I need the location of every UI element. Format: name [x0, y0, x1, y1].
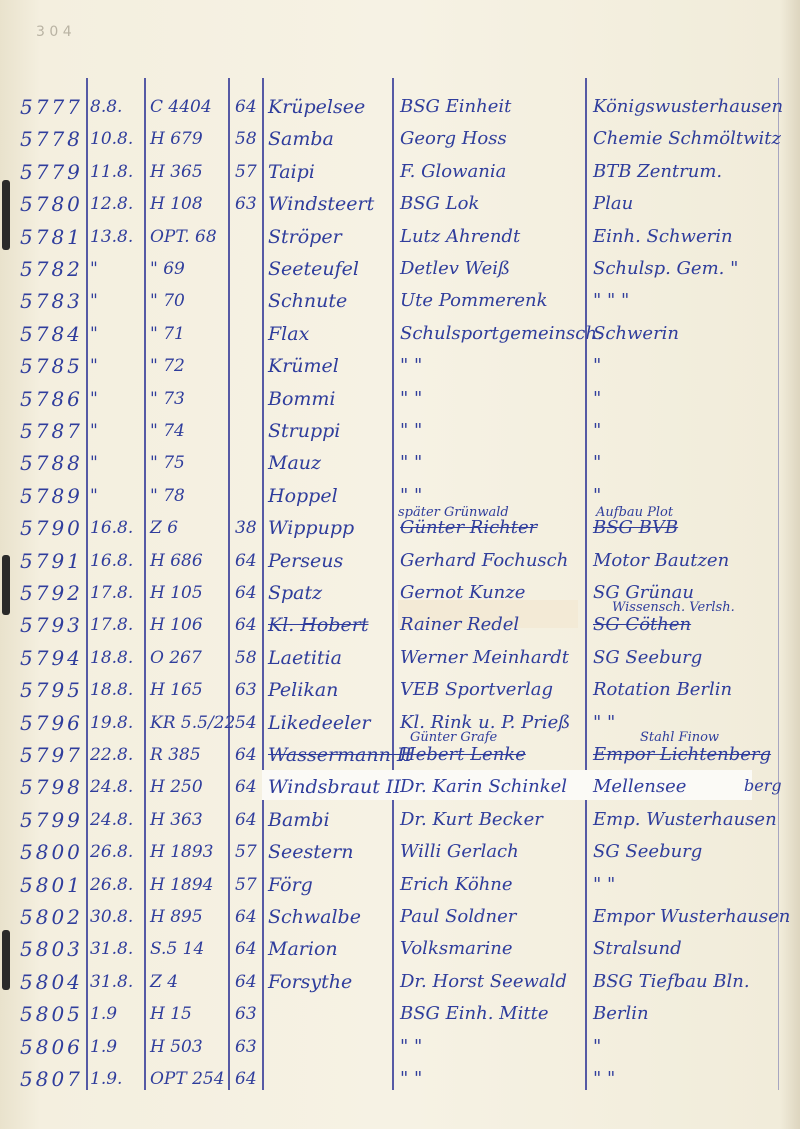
sail-number: H 679 — [150, 129, 203, 150]
sail-number: Z 4 — [150, 971, 179, 992]
boat-name: Krüpelsee — [268, 96, 366, 118]
entry-date: " — [90, 421, 98, 441]
entry-date: " — [90, 388, 98, 409]
entry-date: 16.8. — [90, 518, 134, 539]
sail-number: C 4404 — [150, 97, 212, 117]
sail-number: H 686 — [150, 550, 203, 571]
entry-number: 5805 — [20, 1002, 83, 1027]
boat-name: Likedeeler — [268, 711, 371, 734]
entry-date: 13.8. — [90, 226, 134, 247]
sail-number: H 1894 — [150, 874, 214, 895]
table-row — [0, 770, 800, 802]
sail-number: H 105 — [150, 583, 203, 603]
owner-name: " " — [400, 420, 423, 441]
entry-date: " — [90, 323, 98, 344]
club-name: Berlin — [593, 1003, 649, 1025]
boat-size: 58 — [235, 647, 257, 668]
table-row — [0, 187, 800, 219]
club-name: SG Grünau — [593, 582, 694, 603]
annotation: berg — [744, 776, 782, 795]
owner-name: Schulsportgemeinsch. — [400, 322, 603, 344]
boat-name: Seeteufel — [268, 258, 359, 280]
sail-number: H 363 — [150, 809, 203, 830]
entry-number: 5781 — [20, 224, 83, 249]
owner-name: Werner Meinhardt — [400, 646, 569, 668]
entry-date: 1.9 — [90, 1004, 118, 1025]
club-name: Einh. Schwerin — [593, 225, 733, 247]
club-name: Mellensee — [593, 776, 687, 798]
table-row — [0, 252, 800, 284]
boat-size: 57 — [235, 874, 257, 895]
entry-date: 19.8. — [90, 712, 134, 733]
club-name: Schwerin — [593, 322, 680, 344]
entry-number: 5789 — [20, 483, 83, 508]
entry-date: 24.8. — [90, 809, 134, 830]
club-name: " " — [593, 1068, 616, 1089]
sail-number: " 78 — [150, 485, 185, 506]
boat-size: 64 — [235, 550, 257, 571]
boat-name: Schwalbe — [268, 906, 361, 928]
owner-name: Lutz Ahrendt — [400, 225, 521, 247]
owner-name: Gerhard Fochusch — [400, 549, 569, 571]
club-name: SG Cöthen — [593, 614, 692, 636]
entry-date: " — [90, 259, 98, 279]
annotation: später Grünwald — [398, 505, 509, 520]
boat-size: 64 — [235, 97, 257, 117]
entry-number: 5797 — [20, 743, 83, 767]
annotation: Stahl Finow — [640, 730, 720, 745]
entry-date: 11.8. — [90, 161, 134, 182]
boat-size: 54 — [235, 712, 257, 733]
boat-name: Hoppel — [268, 484, 338, 507]
sail-number: " 75 — [150, 453, 185, 474]
sail-number: H 895 — [150, 907, 203, 927]
entry-number: 5800 — [20, 840, 83, 865]
boat-name: Windsteert — [268, 193, 375, 216]
sail-number: S.5 14 — [150, 939, 205, 960]
boat-name: Flax — [268, 322, 310, 345]
boat-name: Seestern — [268, 841, 354, 864]
sail-number: H 106 — [150, 615, 203, 636]
owner-name: VEB Sportverlag — [400, 679, 554, 701]
entry-number: 5783 — [20, 289, 83, 314]
sail-number: " 71 — [150, 323, 185, 344]
entry-number: 5796 — [20, 710, 83, 735]
entry-date: " — [90, 453, 98, 474]
boat-name: Bambi — [268, 808, 330, 831]
sail-number: O 267 — [150, 647, 202, 668]
boat-name: Kl. Hobert — [268, 614, 369, 637]
entry-date: 17.8. — [90, 615, 134, 636]
sail-number: " 72 — [150, 356, 185, 377]
entry-date: 26.8. — [90, 874, 134, 895]
table-row — [0, 317, 800, 349]
table-row — [0, 932, 800, 964]
boat-name: Laetitia — [268, 646, 342, 669]
boat-size: 63 — [235, 194, 257, 215]
owner-name: " " — [400, 1035, 423, 1057]
boat-size: 63 — [235, 1004, 257, 1025]
club-name: " " — [593, 873, 616, 895]
entry-date: 8.8. — [90, 97, 123, 117]
entry-number: 5793 — [20, 613, 83, 638]
boat-size: 38 — [235, 518, 257, 539]
owner-name: Dr. Horst Seewald — [400, 970, 567, 992]
boat-size: 64 — [235, 615, 257, 636]
entry-date: 31.8. — [90, 971, 134, 992]
club-name: Empor Lichtenberg — [593, 744, 772, 765]
entry-number: 5785 — [20, 354, 83, 379]
annotation: Günter Grafe — [410, 730, 498, 745]
boat-size: 64 — [235, 1069, 257, 1089]
club-name: " — [593, 355, 602, 377]
owner-name: BSG Lok — [400, 193, 480, 215]
entry-number: 5777 — [20, 95, 83, 119]
club-name: " — [593, 387, 602, 409]
table-row — [0, 835, 800, 867]
owner-name: Rainer Redel — [400, 614, 520, 636]
table-row — [0, 220, 800, 252]
sail-number: H 365 — [150, 161, 203, 182]
table-row — [0, 1030, 800, 1062]
entry-date: 10.8. — [90, 129, 134, 150]
boat-name: Bommi — [268, 387, 336, 410]
club-name: BTB Zentrum. — [593, 160, 723, 182]
club-name: BSG Tiefbau Bln. — [593, 970, 750, 992]
entry-date: " — [90, 291, 98, 312]
club-name: Königswusterhausen — [593, 96, 784, 117]
entry-date: 31.8. — [90, 939, 134, 960]
sail-number: H 15 — [150, 1004, 192, 1025]
sail-number: " 73 — [150, 388, 185, 409]
club-name: Stralsund — [593, 938, 682, 960]
entry-number: 5790 — [20, 516, 83, 541]
boat-size: 63 — [235, 680, 257, 701]
boat-name: Taipi — [268, 160, 315, 183]
page-marker: 3 0 4 — [36, 24, 72, 40]
owner-name: Detlev Weiß — [400, 258, 511, 279]
entry-number: 5803 — [20, 937, 83, 962]
boat-name: Ströper — [268, 225, 342, 248]
entry-number: 5801 — [20, 872, 83, 897]
entry-number: 5792 — [20, 581, 83, 605]
boat-size: 64 — [235, 907, 257, 927]
owner-name: " " — [400, 355, 423, 377]
club-name: " — [593, 420, 602, 441]
club-name: Chemie Schmöltwitz — [593, 128, 781, 150]
owner-name: Hebert Lenke — [400, 744, 526, 765]
entry-number: 5788 — [20, 451, 83, 476]
entry-number: 5799 — [20, 807, 83, 832]
owner-name: BSG Einh. Mitte — [400, 1003, 549, 1025]
sail-number: H 503 — [150, 1036, 203, 1057]
entry-date: 30.8. — [90, 907, 134, 927]
boat-name: Windsbraut II — [268, 776, 401, 799]
owner-name: Dr. Karin Schinkel — [400, 776, 568, 798]
sail-number: Z 6 — [150, 518, 179, 539]
entry-number: 5786 — [20, 386, 83, 411]
sail-number: OPT. 68 — [150, 226, 217, 247]
boat-name: Wassermann II — [268, 744, 412, 766]
table-row — [0, 446, 800, 478]
sail-number: " 69 — [150, 259, 185, 279]
club-name: SG Seeburg — [593, 646, 703, 668]
club-name: " — [593, 1035, 602, 1057]
club-name: Schulsp. Gem. " — [593, 258, 739, 279]
table-row — [0, 349, 800, 381]
table-row — [0, 382, 800, 414]
boat-size: 64 — [235, 809, 257, 830]
boat-size: 64 — [235, 777, 257, 798]
boat-name: Pelikan — [268, 679, 339, 702]
sail-number: KR 5.5/22 — [150, 712, 236, 733]
boat-name: Wippupp — [268, 517, 355, 540]
owner-name: F. Glowania — [400, 160, 507, 182]
club-name: " — [593, 452, 602, 474]
entry-date: 1.9 — [90, 1036, 118, 1057]
club-name: " — [593, 484, 602, 506]
club-name: Motor Bautzen — [593, 549, 730, 571]
entry-date: 26.8. — [90, 842, 134, 863]
boat-name: Krümel — [268, 355, 339, 378]
club-name: Rotation Berlin — [593, 679, 733, 701]
annotation: Wissensch. Verlsh. — [612, 600, 735, 615]
sail-number: H 1893 — [150, 842, 214, 863]
entry-date: 17.8. — [90, 583, 134, 603]
entry-date: " — [90, 356, 98, 377]
table-row — [0, 641, 800, 673]
entry-date: 18.8. — [90, 647, 134, 668]
sail-number: R 385 — [150, 745, 201, 765]
table-row — [0, 544, 800, 576]
entry-date: 18.8. — [90, 680, 134, 701]
sail-number: " 70 — [150, 291, 185, 312]
club-name: Empor Wusterhausen — [593, 906, 791, 927]
entry-date: " — [90, 485, 98, 506]
boat-size: 64 — [235, 745, 257, 765]
entry-number: 5791 — [20, 548, 83, 573]
entry-number: 5780 — [20, 192, 83, 217]
table-row — [0, 155, 800, 187]
club-name: BSG BVB — [593, 517, 679, 539]
table-row — [0, 90, 800, 122]
entry-number: 5795 — [20, 678, 83, 703]
entry-date: 24.8. — [90, 777, 134, 798]
entry-number: 5802 — [20, 905, 83, 929]
boat-name: Forsythe — [268, 970, 353, 993]
entry-date: 22.8. — [90, 745, 134, 765]
table-row — [0, 414, 800, 446]
table-row — [0, 803, 800, 835]
sail-number: H 165 — [150, 680, 203, 701]
table-row — [0, 868, 800, 900]
owner-name: Kl. Rink u. P. Prieß — [400, 711, 571, 733]
boat-name: Perseus — [268, 549, 344, 572]
boat-size: 64 — [235, 939, 257, 960]
boat-size: 64 — [235, 583, 257, 603]
boat-size: 57 — [235, 161, 257, 182]
entry-number: 5784 — [20, 321, 83, 346]
boat-name: Förg — [268, 873, 313, 896]
boat-size: 58 — [235, 129, 257, 150]
owner-name: Ute Pommerenk — [400, 290, 548, 312]
entry-number: 5798 — [20, 775, 83, 800]
club-name: Emp. Wusterhausen — [593, 808, 777, 830]
table-row — [0, 284, 800, 316]
boat-name: Struppi — [268, 420, 341, 442]
table-row — [0, 900, 800, 932]
boat-size: 63 — [235, 1036, 257, 1057]
sail-number: H 108 — [150, 194, 203, 215]
boat-size: 64 — [235, 971, 257, 992]
table-row — [0, 673, 800, 705]
club-name: SG Seeburg — [593, 841, 703, 863]
club-name: " " " — [593, 290, 630, 312]
table-row — [0, 965, 800, 997]
owner-name: Paul Soldner — [400, 906, 517, 927]
entry-number: 5787 — [20, 419, 83, 443]
owner-name: " " — [400, 387, 423, 409]
entry-number: 5782 — [20, 257, 83, 281]
boat-name: Spatz — [268, 582, 323, 604]
boat-size: 57 — [235, 842, 257, 863]
table-row — [0, 1062, 800, 1094]
entry-number: 5807 — [20, 1067, 83, 1091]
entry-date: 1.9. — [90, 1069, 123, 1089]
owner-name: Erich Köhne — [400, 873, 513, 895]
entry-number: 5804 — [20, 969, 83, 994]
sail-number: H 250 — [150, 777, 203, 798]
owner-name: BSG Einheit — [400, 96, 512, 117]
owner-name: Georg Hoss — [400, 128, 507, 150]
club-name: Plau — [593, 193, 634, 215]
entry-number: 5778 — [20, 127, 83, 152]
table-row — [0, 997, 800, 1029]
sail-number: OPT 254 — [150, 1069, 225, 1089]
owner-name: " " — [400, 484, 423, 506]
boat-name: Mauz — [268, 452, 322, 475]
entry-date: 12.8. — [90, 194, 134, 215]
sail-number: " 74 — [150, 421, 185, 441]
entry-number: 5779 — [20, 159, 83, 184]
club-name: " " — [593, 711, 616, 733]
owner-name: Willi Gerlach — [400, 841, 519, 863]
boat-name: Marion — [268, 938, 338, 961]
owner-name: " " — [400, 452, 423, 474]
boat-name: Samba — [268, 128, 334, 151]
boat-name: Schnute — [268, 290, 348, 313]
entry-date: 16.8. — [90, 550, 134, 571]
entry-number: 5806 — [20, 1034, 83, 1059]
owner-name: Volksmarine — [400, 938, 513, 960]
owner-name: Günter Richter — [400, 517, 538, 539]
owner-name: Gernot Kunze — [400, 582, 526, 603]
owner-name: " " — [400, 1068, 423, 1089]
annotation: Aufbau Plot — [596, 505, 674, 520]
table-row — [0, 122, 800, 154]
owner-name: Dr. Kurt Becker — [400, 808, 543, 830]
entry-number: 5794 — [20, 645, 83, 670]
